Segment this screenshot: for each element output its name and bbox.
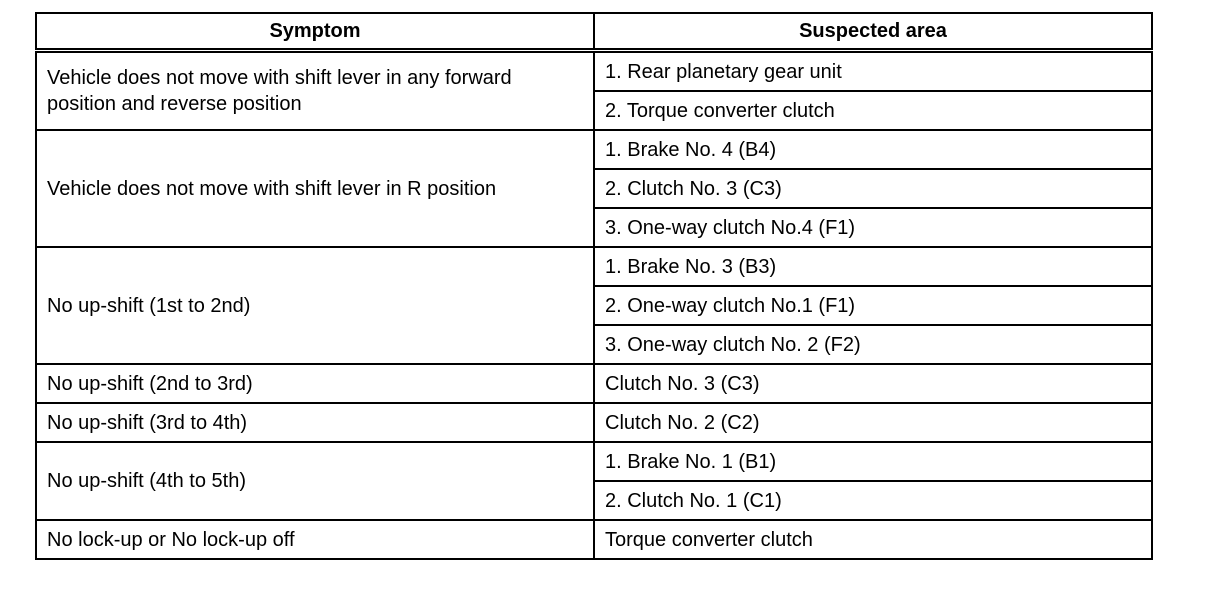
suspected-area-cell: 2. Torque converter clutch: [594, 91, 1152, 130]
symptom-cell: No up-shift (4th to 5th): [36, 442, 594, 520]
suspected-area-cell: 3. One-way clutch No.4 (F1): [594, 208, 1152, 247]
suspected-area-cell: Clutch No. 3 (C3): [594, 364, 1152, 403]
table-row: [36, 403, 1152, 442]
symptom-cell: No up-shift (3rd to 4th): [36, 403, 594, 442]
suspected-area-cell: Clutch No. 2 (C2): [594, 403, 1152, 442]
table-row: [36, 130, 1152, 169]
table-body: [36, 51, 1152, 560]
symptom-cell: No up-shift (2nd to 3rd): [36, 364, 594, 403]
suspected-area-cell: 2. Clutch No. 3 (C3): [594, 169, 1152, 208]
symptom-header: Symptom: [36, 13, 594, 51]
suspected-area-cell: 2. Clutch No. 1 (C1): [594, 481, 1152, 520]
suspected-area-cell: 1. Rear planetary gear unit: [594, 51, 1152, 92]
suspected-area-cell: 1. Brake No. 1 (B1): [594, 442, 1152, 481]
suspected-area-cell: 1. Brake No. 4 (B4): [594, 130, 1152, 169]
header-row: [36, 13, 1152, 51]
suspected-area-cell: 1. Brake No. 3 (B3): [594, 247, 1152, 286]
table-row: [36, 520, 1152, 559]
table-header: [36, 13, 1152, 51]
table-row: [36, 51, 1152, 92]
table-row: [36, 247, 1152, 286]
symptom-cell: No up-shift (1st to 2nd): [36, 247, 594, 364]
suspected-area-cell: 3. One-way clutch No. 2 (F2): [594, 325, 1152, 364]
suspected-area-header: Suspected area: [594, 13, 1152, 51]
symptom-cell: Vehicle does not move with shift lever in any forward position and reverse position: [36, 51, 594, 131]
suspected-area-cell: Torque converter clutch: [594, 520, 1152, 559]
symptom-table: [35, 12, 1153, 560]
table-row: [36, 364, 1152, 403]
symptom-cell: No lock-up or No lock-up off: [36, 520, 594, 559]
table-row: [36, 442, 1152, 481]
symptom-cell: Vehicle does not move with shift lever in R position: [36, 130, 594, 247]
suspected-area-cell: 2. One-way clutch No.1 (F1): [594, 286, 1152, 325]
